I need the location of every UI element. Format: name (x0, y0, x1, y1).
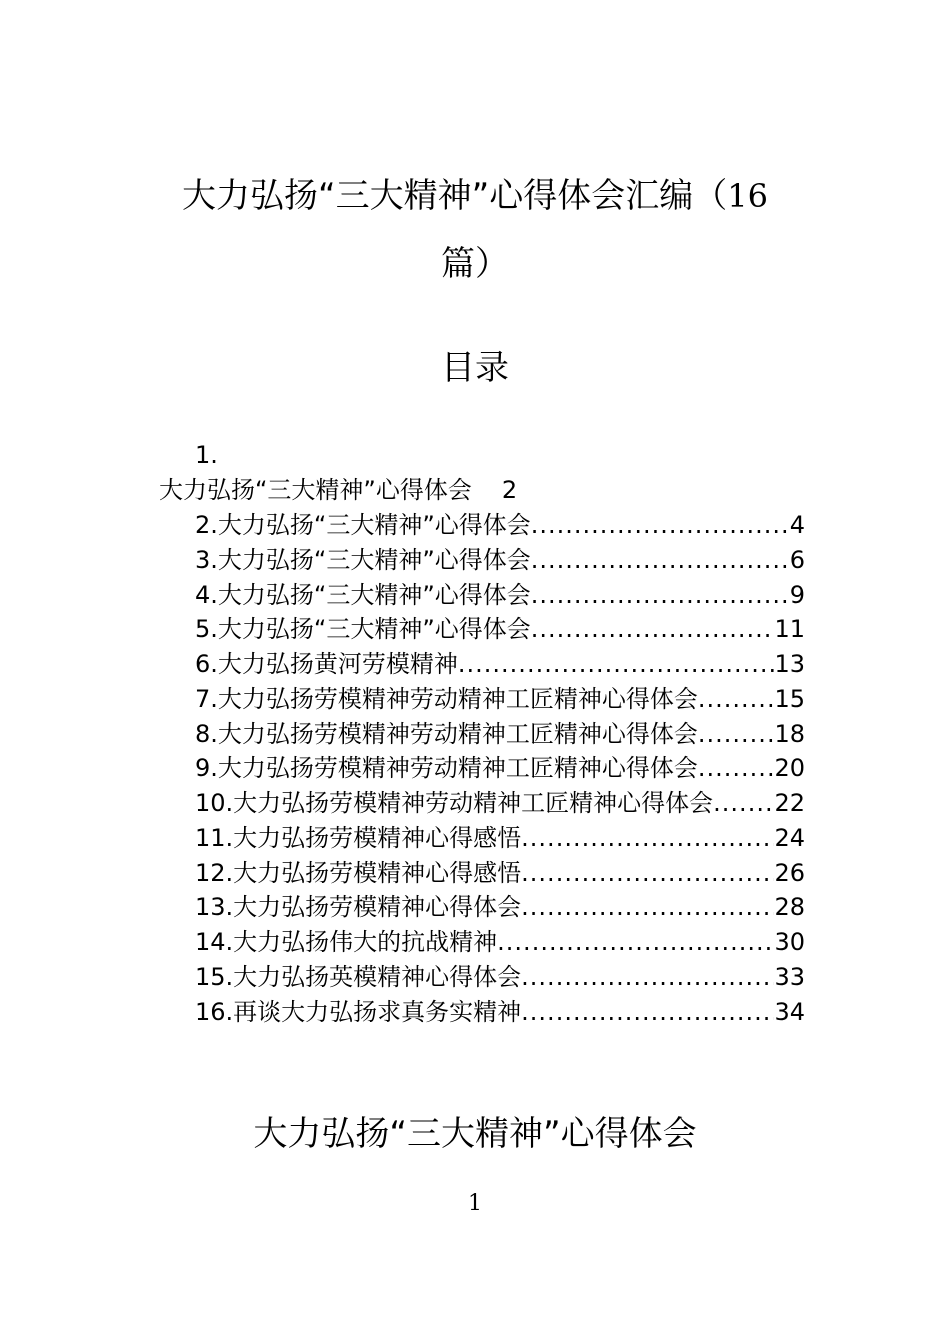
toc-item-page: 15 (774, 684, 805, 713)
toc-item-title: 大力弘扬“三大精神”心得体会 (159, 476, 472, 504)
toc-item-page: 24 (774, 823, 805, 852)
toc-item-title: 5.大力弘扬“三大精神”心得体会 (195, 615, 531, 644)
toc-item-title: 14.大力弘扬伟大的抗战精神 (195, 928, 498, 956)
toc-item-9[interactable] (195, 753, 805, 788)
toc-item-title: 11.大力弘扬劳模精神心得感悟 (195, 823, 522, 852)
toc-item-page: 11 (774, 615, 805, 644)
toc-item-page: 33 (774, 962, 805, 991)
toc-item-1[interactable] (159, 475, 517, 505)
toc-item-title: 2.大力弘扬“三大精神”心得体会 (195, 511, 531, 539)
toc-item-11[interactable] (195, 823, 805, 858)
toc-item-4[interactable] (195, 580, 805, 615)
toc-item-16[interactable] (195, 997, 805, 1032)
toc-item-title: 8.大力弘扬劳模精神劳动精神工匠精神心得体会 (195, 719, 698, 748)
toc-item-page: 9 (789, 580, 805, 609)
toc-item-title: 3.大力弘扬“三大精神”心得体会 (195, 545, 531, 574)
toc-item-10[interactable] (195, 788, 805, 823)
toc-leader (521, 892, 774, 922)
section-title: 大力弘扬“三大精神”心得体会 (253, 1114, 697, 1154)
toc-item-title: 15.大力弘扬英模精神心得体会 (195, 962, 522, 991)
toc-item-title: 9.大力弘扬劳模精神劳动精神工匠精神心得体会 (195, 754, 698, 783)
toc-item-5[interactable] (195, 614, 805, 649)
page-number: 1 (468, 1191, 482, 1216)
document-title-text: 大力弘扬“三大精神”心得体会汇编（ (182, 176, 728, 216)
toc-item-page: 22 (774, 789, 805, 817)
toc-leader (531, 614, 775, 644)
document-title (150, 176, 800, 216)
toc-item-page: 34 (774, 997, 805, 1026)
toc-item-15[interactable] (195, 962, 805, 997)
toc-item-title: 16.再谈大力弘扬求真务实精神 (195, 997, 522, 1026)
toc-item-8[interactable] (195, 719, 805, 754)
toc-item-page: 26 (774, 858, 805, 887)
toc-item-title: 7.大力弘扬劳模精神劳动精神工匠精神心得体会 (195, 684, 698, 713)
toc-item-title: 10.大力弘扬劳模精神劳动精神工匠精神心得体会 (195, 789, 714, 817)
toc-leader (713, 788, 774, 818)
toc-item-2[interactable] (195, 510, 805, 545)
toc-item-12[interactable] (195, 858, 805, 893)
toc-leader (531, 545, 790, 575)
toc-item-title: 4.大力弘扬“三大精神”心得体会 (195, 580, 531, 609)
toc-heading: 目录 (441, 348, 509, 388)
toc-item-6[interactable] (195, 649, 805, 684)
toc-item-7[interactable] (195, 684, 805, 719)
toc-item-13[interactable] (195, 892, 805, 927)
toc-item-page: 18 (774, 719, 805, 748)
toc-leader (497, 927, 774, 957)
toc-item-page: 20 (774, 754, 805, 783)
toc-leader (521, 858, 774, 888)
toc-item-title: 12.大力弘扬劳模精神心得感悟 (195, 858, 522, 887)
toc-leader (458, 649, 775, 679)
toc-leader (521, 962, 774, 992)
document-title-count: 16 (727, 177, 768, 215)
toc-leader (521, 997, 774, 1027)
toc-leader (698, 753, 775, 783)
toc-item-title: 6.大力弘扬黄河劳模精神 (195, 650, 458, 678)
toc-item-page: 6 (789, 545, 805, 574)
toc-item-title: 13.大力弘扬劳模精神心得体会 (195, 893, 522, 922)
toc-leader (698, 684, 775, 714)
document-title-continued: 篇） (441, 244, 509, 284)
table-of-contents (195, 510, 805, 1031)
toc-item-1-number[interactable]: 1. (195, 441, 218, 469)
toc-item-page: 28 (774, 893, 805, 922)
toc-leader (521, 823, 774, 853)
toc-item-page: 2 (501, 476, 518, 504)
toc-item-3[interactable] (195, 545, 805, 580)
toc-item-page: 4 (789, 511, 805, 539)
toc-item-page: 13 (774, 650, 805, 678)
toc-leader (531, 580, 790, 610)
toc-item-page: 30 (774, 928, 805, 956)
toc-leader (698, 719, 775, 749)
toc-item-14[interactable] (195, 927, 805, 962)
toc-leader (531, 510, 790, 540)
